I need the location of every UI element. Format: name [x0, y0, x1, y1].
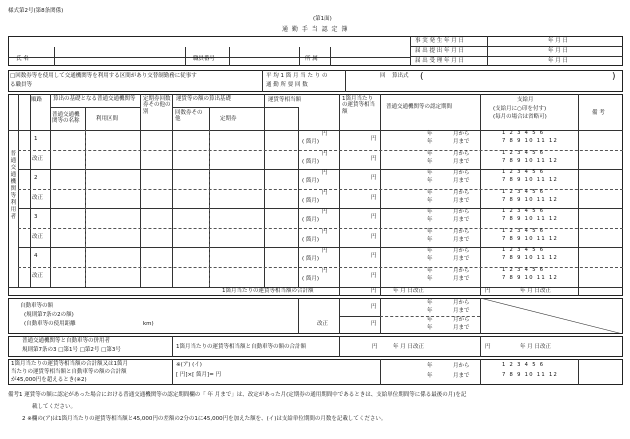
fare-yen-4-2: 円 [322, 267, 328, 274]
pay-months-a-2-2[interactable]: 1 2 3 4 5 6 [502, 188, 545, 195]
route-no-1: 1 [34, 136, 38, 142]
special-label-3: が45,000円を超えるとき(※2) [11, 377, 87, 383]
car-unit: 円 [371, 304, 377, 310]
special-month-from: 月から [453, 363, 470, 369]
period-year-to-3-2: 年 [427, 236, 433, 243]
period-month-from-4-2: 月から [453, 267, 470, 274]
period-year-to-1-1: 年 [427, 139, 433, 145]
monthly-yen-3-2: 円 [371, 233, 377, 240]
special-label-2: 当たりの運賃等相当額と自動車等の額の合計額 [11, 369, 127, 375]
pay-months-a-3-1[interactable]: 1 2 3 4 5 6 [502, 208, 545, 214]
col-period: 普通交通機関等の認定期間 [386, 104, 453, 110]
fare-months-4-1: ( 箇月) [302, 256, 320, 262]
pay-months-b-1-1[interactable]: 7 8 9 10 11 12 [502, 138, 559, 144]
col-fare-amount: 運賃等相当額 [268, 97, 302, 103]
monthly-yen-4-1: 円 [371, 253, 377, 259]
route-revise-3: 改正 [32, 233, 44, 240]
car-unit-2: 円 [371, 321, 377, 327]
col-basis-name: 普通交通機関等の名称 [52, 112, 80, 125]
side-vertical-label: 普通交通機関等利用者 [9, 150, 16, 220]
period-month-from-1-2: 月から [453, 150, 470, 157]
fare-months-4-2: ( 箇月) [302, 275, 320, 282]
date-value-2[interactable]: 年 月 日 [548, 48, 568, 54]
route-revise-4: 改正 [32, 272, 44, 279]
monthly-yen-4-2: 円 [371, 272, 377, 279]
side-label: (第1面) [313, 16, 332, 22]
period-year-from-1-1: 年 [427, 131, 433, 137]
pay-months-a-4-2[interactable]: 1 2 3 4 5 6 [502, 266, 545, 273]
pay-months-b-4-1[interactable]: 7 8 9 10 11 12 [502, 255, 559, 261]
car-month-to-2: 月まで [453, 325, 470, 331]
notice-text-1[interactable]: □回数券等を使用して交通機関等を利用する区間があり交替制勤務に従事す [10, 73, 197, 79]
fare-yen-2-1: 円 [322, 170, 328, 176]
car-year-from-2: 年 [427, 317, 433, 323]
car-year-to: 年 [427, 308, 433, 314]
fare-yen-3-2: 円 [322, 228, 328, 235]
period-month-to-2-2: 月まで [453, 197, 470, 204]
date-label-3: 届 出 受 理 年 月 日 [415, 58, 464, 64]
special-label-1: 1箇月当たりの運賃等相当額の合計額又は1箇月 [11, 361, 129, 367]
pay-months-b-3-1[interactable]: 7 8 9 10 11 12 [502, 216, 559, 222]
fare-months-2-2: ( 箇月) [302, 197, 320, 204]
avg-label-2: 通 勤 所 要 回 数 [266, 82, 308, 88]
car-month-from: 月から [453, 300, 470, 306]
period-year-from-2-1: 年 [427, 170, 433, 176]
col-teiki-count: 定期券回数券その他の別 [143, 96, 171, 115]
monthly-yen-1-2: 円 [371, 155, 377, 162]
page-title: 通 勤 手 当 認 定 簿 [282, 26, 349, 33]
note-1b: 載してください。 [32, 404, 77, 410]
combined-unit: 円 [372, 344, 378, 350]
period-month-from-3-1: 月から [453, 209, 470, 215]
fare-months-3-2: ( 箇月) [302, 236, 320, 243]
period-year-to-2-1: 年 [427, 178, 433, 184]
pay-months-b-1-2[interactable]: 7 8 9 10 11 12 [502, 157, 559, 164]
route-revise-1: 改正 [32, 155, 44, 162]
pay-months-a-1-1[interactable]: 1 2 3 4 5 6 [502, 130, 545, 136]
bracket-left: ( [420, 72, 424, 82]
period-year-to-4-1: 年 [427, 256, 433, 262]
special-month-to: 月まで [453, 373, 470, 379]
period-month-to-3-2: 月まで [453, 236, 470, 243]
period-year-from-4-2: 年 [427, 267, 433, 274]
fare-yen-1-2: 円 [322, 150, 328, 157]
route-no-3: 3 [34, 214, 38, 220]
total-unit: 円 [371, 288, 377, 294]
period-year-from-2-2: 年 [427, 189, 433, 196]
period-month-from-3-2: 月から [453, 228, 470, 235]
col-fare-title: 運賃等の額の算出基礎 [176, 96, 232, 102]
pay-months-a-2-1[interactable]: 1 2 3 4 5 6 [502, 169, 545, 175]
car-km: km) [143, 321, 154, 327]
col-section: 利用区間 [96, 116, 119, 122]
car-slash [480, 298, 623, 334]
fare-yen-1-1: 円 [322, 131, 328, 137]
pay-months-a-3-2[interactable]: 1 2 3 4 5 6 [502, 227, 545, 234]
period-month-from-2-2: 月から [453, 189, 470, 196]
special-pay-months-b[interactable]: 7 8 9 10 11 12 [502, 372, 559, 378]
car-label-2: (規則第7条の2の額) [24, 312, 74, 318]
col-remarks: 備 考 [592, 110, 605, 116]
date-label-2: 届 出 提 出 年 月 日 [415, 48, 464, 54]
period-month-to-4-2: 月まで [453, 275, 470, 282]
monthly-yen-3-1: 円 [371, 214, 377, 220]
car-year-from: 年 [427, 300, 433, 306]
period-month-to-3-1: 月まで [453, 217, 470, 223]
pay-months-b-3-2[interactable]: 7 8 9 10 11 12 [502, 235, 559, 242]
period-year-to-2-2: 年 [427, 197, 433, 204]
col-pay-month: 支給月 [517, 97, 534, 103]
special-formula-2[interactable]: [ 円]×[ 箇月]= 円 [176, 372, 222, 378]
route-revise-2: 改正 [32, 194, 44, 201]
date-label-1: 事 実 発 生 年 月 日 [415, 38, 464, 44]
special-year-from: 年 [427, 363, 433, 369]
period-year-from-3-2: 年 [427, 228, 433, 235]
combined-label-2[interactable]: 規則第7条の3 □第1号 □第2号 □第3号 [22, 347, 121, 353]
note-1: 備考1 運賃等の額に認定があった場合における普通交通機関等の認定期間欄の「 年 月まで」は、改定があった月(定期券の通用期間中であるときは、支給単位期間等に係る最後の月)を記 [8, 392, 467, 398]
period-month-from-4-1: 月から [453, 248, 470, 254]
monthly-yen-2-1: 円 [371, 175, 377, 181]
car-year-to-2: 年 [427, 325, 433, 331]
date-value-3[interactable]: 年 月 日 [548, 58, 568, 64]
fare-months-3-1: ( 箇月) [302, 217, 320, 223]
form-id: 様式第2号(第8条関係) [8, 8, 64, 14]
period-month-to-4-1: 月まで [453, 256, 470, 262]
dept-label: 所 属 [305, 56, 318, 62]
period-month-to-2-1: 月まで [453, 178, 470, 184]
monthly-yen-1-1: 円 [371, 136, 377, 142]
period-month-to-1-2: 月まで [453, 158, 470, 165]
period-month-from-1-1: 月から [453, 131, 470, 137]
combined-sum-label: 1箇月当たりの運賃等相当額と自動車等の額の合計額 [176, 344, 307, 350]
date-value-1[interactable]: 年 月 日 [548, 38, 568, 44]
pay-months-b-4-2[interactable]: 7 8 9 10 11 12 [502, 274, 559, 281]
pay-months-b-2-2[interactable]: 7 8 9 10 11 12 [502, 196, 559, 203]
combined-date[interactable]: 年 月 日改正 [393, 344, 424, 350]
special-pay-months-a[interactable]: 1 2 3 4 5 6 [502, 362, 545, 368]
period-year-from-3-1: 年 [427, 209, 433, 215]
pay-months-a-4-1[interactable]: 1 2 3 4 5 6 [502, 247, 545, 253]
col-pay-month-note-1: (支給月に○印を付す) [493, 106, 547, 112]
col-kaisu: 回数券その他 [175, 110, 203, 123]
total-date-2[interactable]: 年 月 日改正 [520, 288, 551, 294]
route-no-4: 4 [34, 253, 38, 259]
count-unit: 回 [380, 73, 386, 79]
col-pay-month-note-2: (毎月の場合は省略可) [493, 114, 547, 120]
calc-label: 算出式 [392, 73, 409, 79]
bracket-right: ) [612, 72, 616, 82]
total-label: 1箇月当たりの運賃等相当額の合計額 [222, 288, 314, 294]
car-label-3: (自動車等の使用距離 [24, 321, 76, 327]
combined-amount-unit: 円 [485, 344, 491, 350]
period-year-to-3-1: 年 [427, 217, 433, 223]
combined-date-2[interactable]: 年 月 日改正 [520, 344, 551, 350]
col-order: 順路 [31, 97, 43, 103]
pay-months-b-2-1[interactable]: 7 8 9 10 11 12 [502, 177, 559, 183]
notice-text-2: る職員等 [10, 82, 33, 88]
period-year-from-4-1: 年 [427, 248, 433, 254]
combined-label-1: 普通交通機関等と自動車等の併用者 [22, 338, 111, 344]
staff-no-label: 職員番号 [193, 56, 216, 62]
period-month-from-2-1: 月から [453, 170, 470, 176]
col-monthly: 1箇月当たりの運賃等相当額 [342, 96, 376, 115]
total-date[interactable]: 年 月 日改正 [393, 288, 424, 294]
fare-months-2-1: ( 箇月) [302, 178, 320, 184]
period-month-to-1-1: 月まで [453, 139, 470, 145]
route-no-2: 2 [34, 175, 38, 181]
avg-label-1: 平 均 1 箇 月 当 た り の [266, 73, 328, 79]
period-year-to-4-2: 年 [427, 275, 433, 282]
col-basis: 算出の基礎となる普通交通機関等 [53, 96, 136, 102]
period-year-from-1-2: 年 [427, 150, 433, 157]
fare-yen-3-1: 円 [322, 209, 328, 215]
special-formula-1: ※(ア) (イ) [176, 362, 202, 368]
col-teiki: 定期券 [220, 116, 237, 122]
car-revise: 改正 [317, 321, 329, 327]
special-year-to: 年 [427, 373, 433, 379]
car-month-from-2: 月から [453, 317, 470, 323]
fare-months-1-1: ( 箇月) [302, 139, 320, 145]
note-2: 2 ※欄の(ア)は1箇月当たりの運賃等相当額と45,000円の差額の2分の1に45,000円を加えた額を、(イ)は支給単位期間の月数を記載してください。 [22, 416, 387, 422]
period-year-to-1-2: 年 [427, 158, 433, 165]
fare-months-1-2: ( 箇月) [302, 158, 320, 165]
total-amount-unit: 円 [485, 288, 491, 294]
car-month-to: 月まで [453, 308, 470, 314]
pay-months-a-1-2[interactable]: 1 2 3 4 5 6 [502, 149, 545, 156]
name-label: 氏 名 [16, 56, 29, 62]
car-label-1: 自動車等の額 [20, 303, 54, 309]
fare-yen-2-2: 円 [322, 189, 328, 196]
fare-yen-4-1: 円 [322, 248, 328, 254]
monthly-yen-2-2: 円 [371, 194, 377, 201]
